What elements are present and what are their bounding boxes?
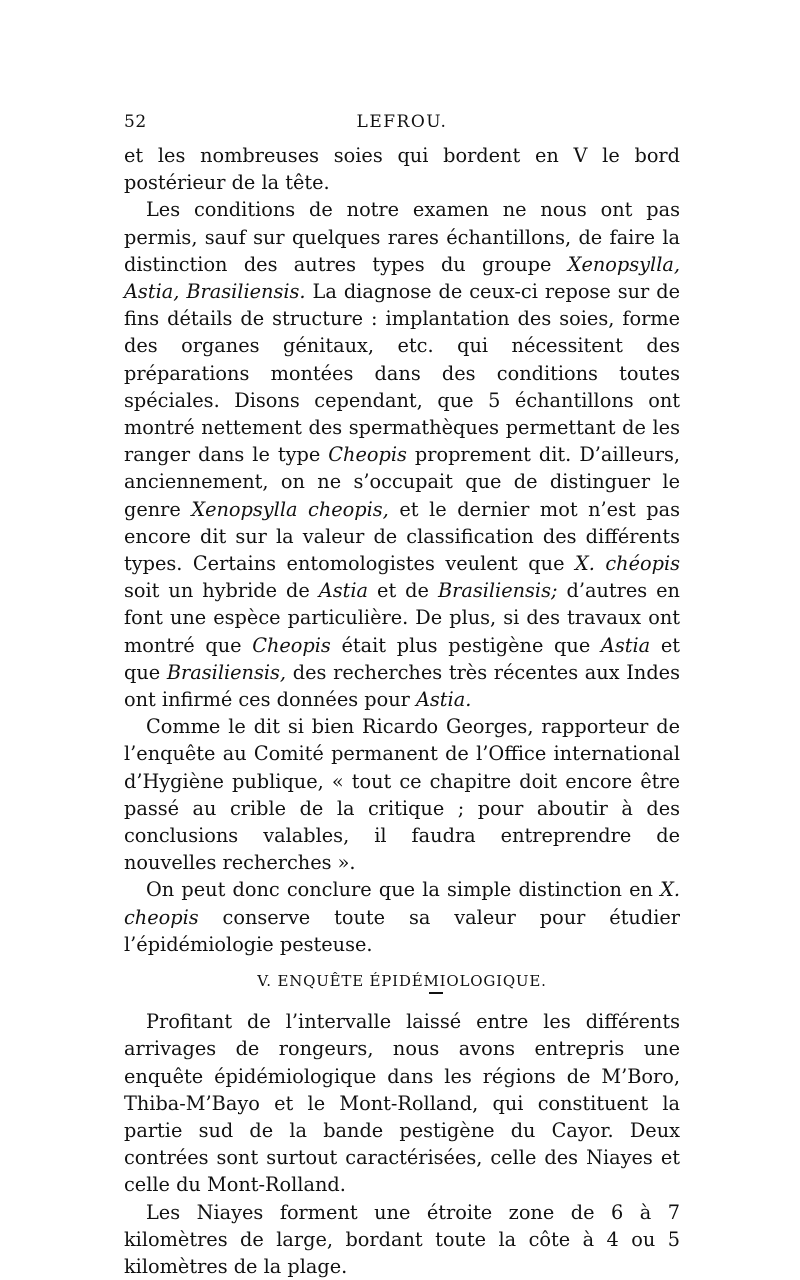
paragraph-p4 <box>124 876 680 958</box>
text-run: était plus pestigène que <box>330 633 601 657</box>
italic-term: Astia <box>600 633 651 657</box>
text-run: Les Niayes forment une étroite zone de 6 à 7 kilomètres de large, bordant toute la côte à 4 ou 5 kilomètres de la plage. <box>124 1200 680 1278</box>
heading-rule <box>429 992 443 994</box>
text-run: et que <box>124 633 680 684</box>
section-heading <box>124 972 680 994</box>
text-run: et de <box>368 579 438 603</box>
text-run: des recherches très récentes aux Indes ont infirmé ces données pour <box>124 660 680 712</box>
italic-term: X. cheopis <box>124 878 680 929</box>
text-run: conserve toute sa valeur pour étudier l’épidémiologie pesteuse. <box>124 905 680 956</box>
book-page <box>124 112 680 1280</box>
italic-term: Brasiliensis, <box>166 660 287 684</box>
section-heading-text: V. ENQUÊTE ÉPIDÉMIOLOGIQUE. <box>257 972 547 991</box>
text-run: Comme le dit si bien Ricardo Georges, rapporteur de l’enquête au Comité permanent de l’Office international d’Hygiène publique, « tout ce chapitre doit encore être passé au crible de la critique ; pour aboutir à des conclusions valables, il faudra entreprendre de nouvelles recherches ». <box>124 715 680 875</box>
text-run: proprement dit. D’ailleurs, anciennement, on ne s’occupait que de distinguer le genre <box>124 443 680 521</box>
italic-term: Cheopis <box>328 443 407 467</box>
paragraph-p5 <box>124 1008 680 1198</box>
running-title: LEFROU. <box>356 112 448 132</box>
italic-term: Astia. <box>415 688 472 712</box>
italic-term: X. chéopis <box>575 552 680 576</box>
page-number: 52 <box>124 112 147 132</box>
body-text-before-heading <box>124 142 680 958</box>
italic-term: Cheopis <box>252 633 331 657</box>
text-run: d’autres en font une espèce particulière. De plus, si des travaux ont montré que <box>124 579 680 657</box>
italic-term: Xenopsylla cheopis, <box>191 497 389 521</box>
text-run: et le dernier mot n’est pas encore dit sur la valeur de classification des différents types. Certains entomologistes veulent que <box>124 497 680 576</box>
paragraph-p3 <box>124 713 680 876</box>
text-run: La diagnose de ceux-ci repose sur de fins détails de structure : implantation des soies, forme des organes génitaux, etc. qui nécessitent des préparations montées dans des conditions toutes spéciales. Disons cependant, que 5 échantillons ont montré nettement des spermathèques permettant de les ranger dans le type <box>124 280 680 467</box>
paragraph-p6 <box>124 1199 680 1280</box>
text-run: Profitant de l’intervalle laissé entre les différents arrivages de rongeurs, nous avons entrepris une enquête épidémiologique dans les régions de M’Boro, Thiba-M’Bayo et le Mont-Rolland, qui constituent la partie sud de la bande pestigène du Cayor. Deux contrées sont surtout caractérisées, celle des Niayes et celle du Mont-Rolland. <box>124 1010 680 1197</box>
paragraph-p2 <box>124 196 680 713</box>
italic-term: Xenopsylla, Astia, Brasiliensis. <box>124 252 680 304</box>
text-run: On peut donc conclure que la simple distinction en <box>146 878 661 902</box>
body-text-after-heading <box>124 1008 680 1280</box>
paragraph-p1 <box>124 142 680 196</box>
text-run: et les nombreuses soies qui bordent en V le bord postérieur de la tête. <box>124 144 680 195</box>
italic-term: Brasiliensis; <box>437 579 558 603</box>
text-run: soit un hybride de <box>124 579 319 603</box>
italic-term: Astia <box>318 579 369 603</box>
page-header <box>124 112 680 142</box>
text-run: Les conditions de notre examen ne nous ont pas permis, sauf sur quelques rares échantillons, de faire la distinction des autres types du groupe <box>124 198 680 276</box>
